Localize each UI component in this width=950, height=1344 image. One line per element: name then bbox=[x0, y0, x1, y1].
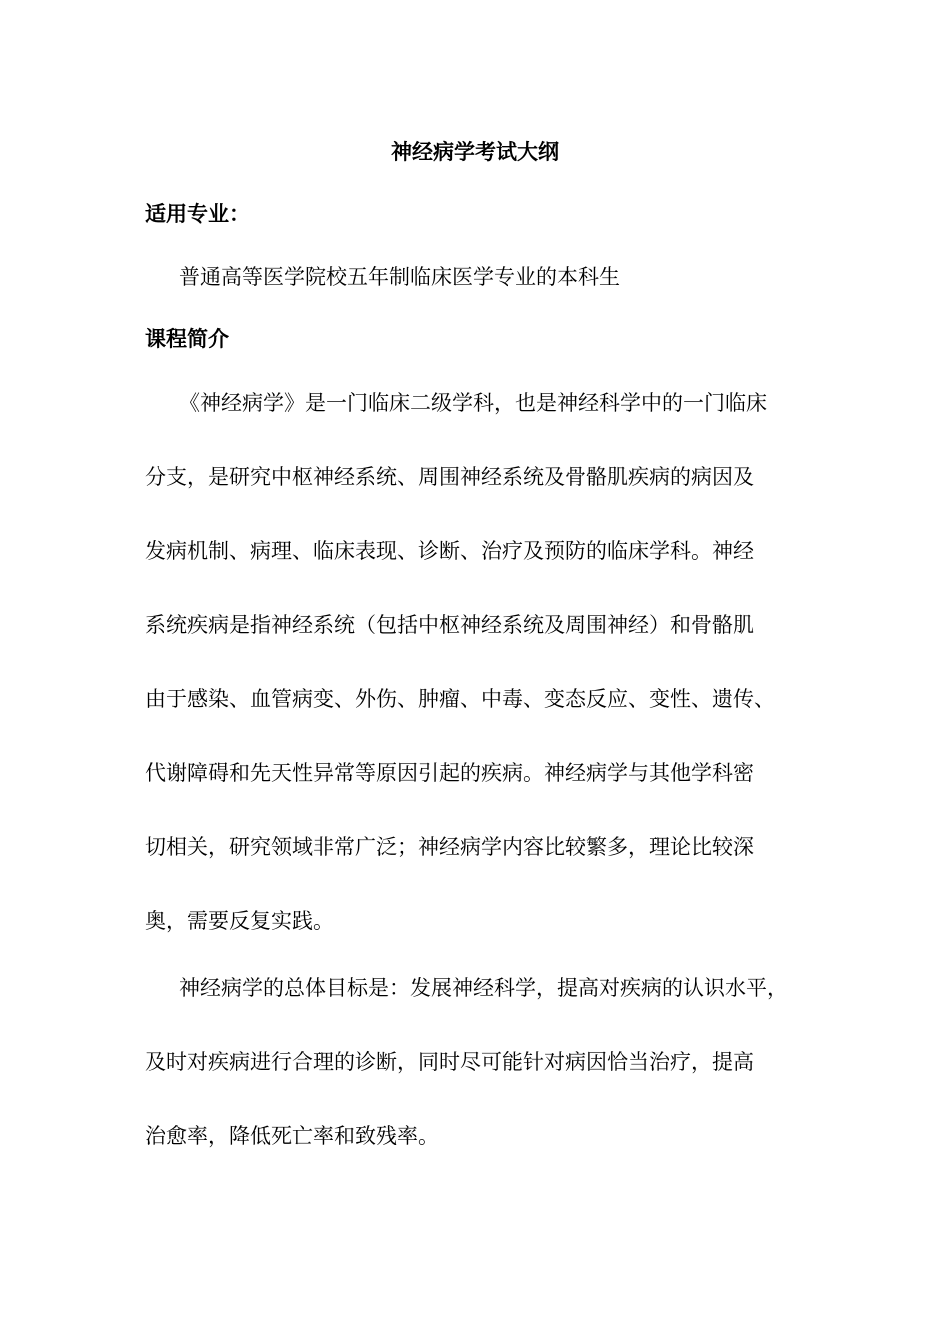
paragraph-line: 由于感染、血管病变、外伤、肿瘤、中毒、变态反应、变性、遗传、 bbox=[145, 687, 775, 711]
paragraph-course-intro-1 bbox=[145, 366, 825, 958]
section-heading-course-intro: 课程简介 bbox=[145, 326, 229, 351]
paragraph-applicable-major bbox=[145, 240, 825, 314]
paragraph-line: 普通高等医学院校五年制临床医学专业的本科生 bbox=[179, 265, 620, 289]
paragraph-line: 发病机制、病理、临床表现、诊断、治疗及预防的临床学科。神经 bbox=[145, 539, 754, 563]
paragraph-line: 神经病学的总体目标是：发展神经科学，提高对疾病的认识水平， bbox=[179, 976, 788, 1000]
paragraph-line: 分支，是研究中枢神经系统、周围神经系统及骨骼肌疾病的病因及 bbox=[145, 465, 754, 489]
paragraph-line: 治愈率，降低死亡率和致残率。 bbox=[145, 1124, 439, 1148]
document-title: 神经病学考试大纲 bbox=[391, 139, 559, 164]
paragraph-line: 系统疾病是指神经系统（包括中枢神经系统及周围神经）和骨骼肌 bbox=[145, 613, 754, 637]
paragraph-course-intro-2 bbox=[145, 951, 825, 1173]
paragraph-line: 《神经病学》是一门临床二级学科，也是神经科学中的一门临床 bbox=[179, 391, 767, 415]
paragraph-line: 及时对疾病进行合理的诊断，同时尽可能针对病因恰当治疗，提高 bbox=[145, 1050, 754, 1074]
paragraph-line: 切相关，研究领域非常广泛；神经病学内容比较繁多，理论比较深 bbox=[145, 835, 754, 859]
paragraph-line: 奥，需要反复实践。 bbox=[145, 909, 334, 933]
section-heading-applicable-major: 适用专业： bbox=[145, 201, 250, 226]
paragraph-line: 代谢障碍和先天性异常等原因引起的疾病。神经病学与其他学科密 bbox=[145, 761, 754, 785]
